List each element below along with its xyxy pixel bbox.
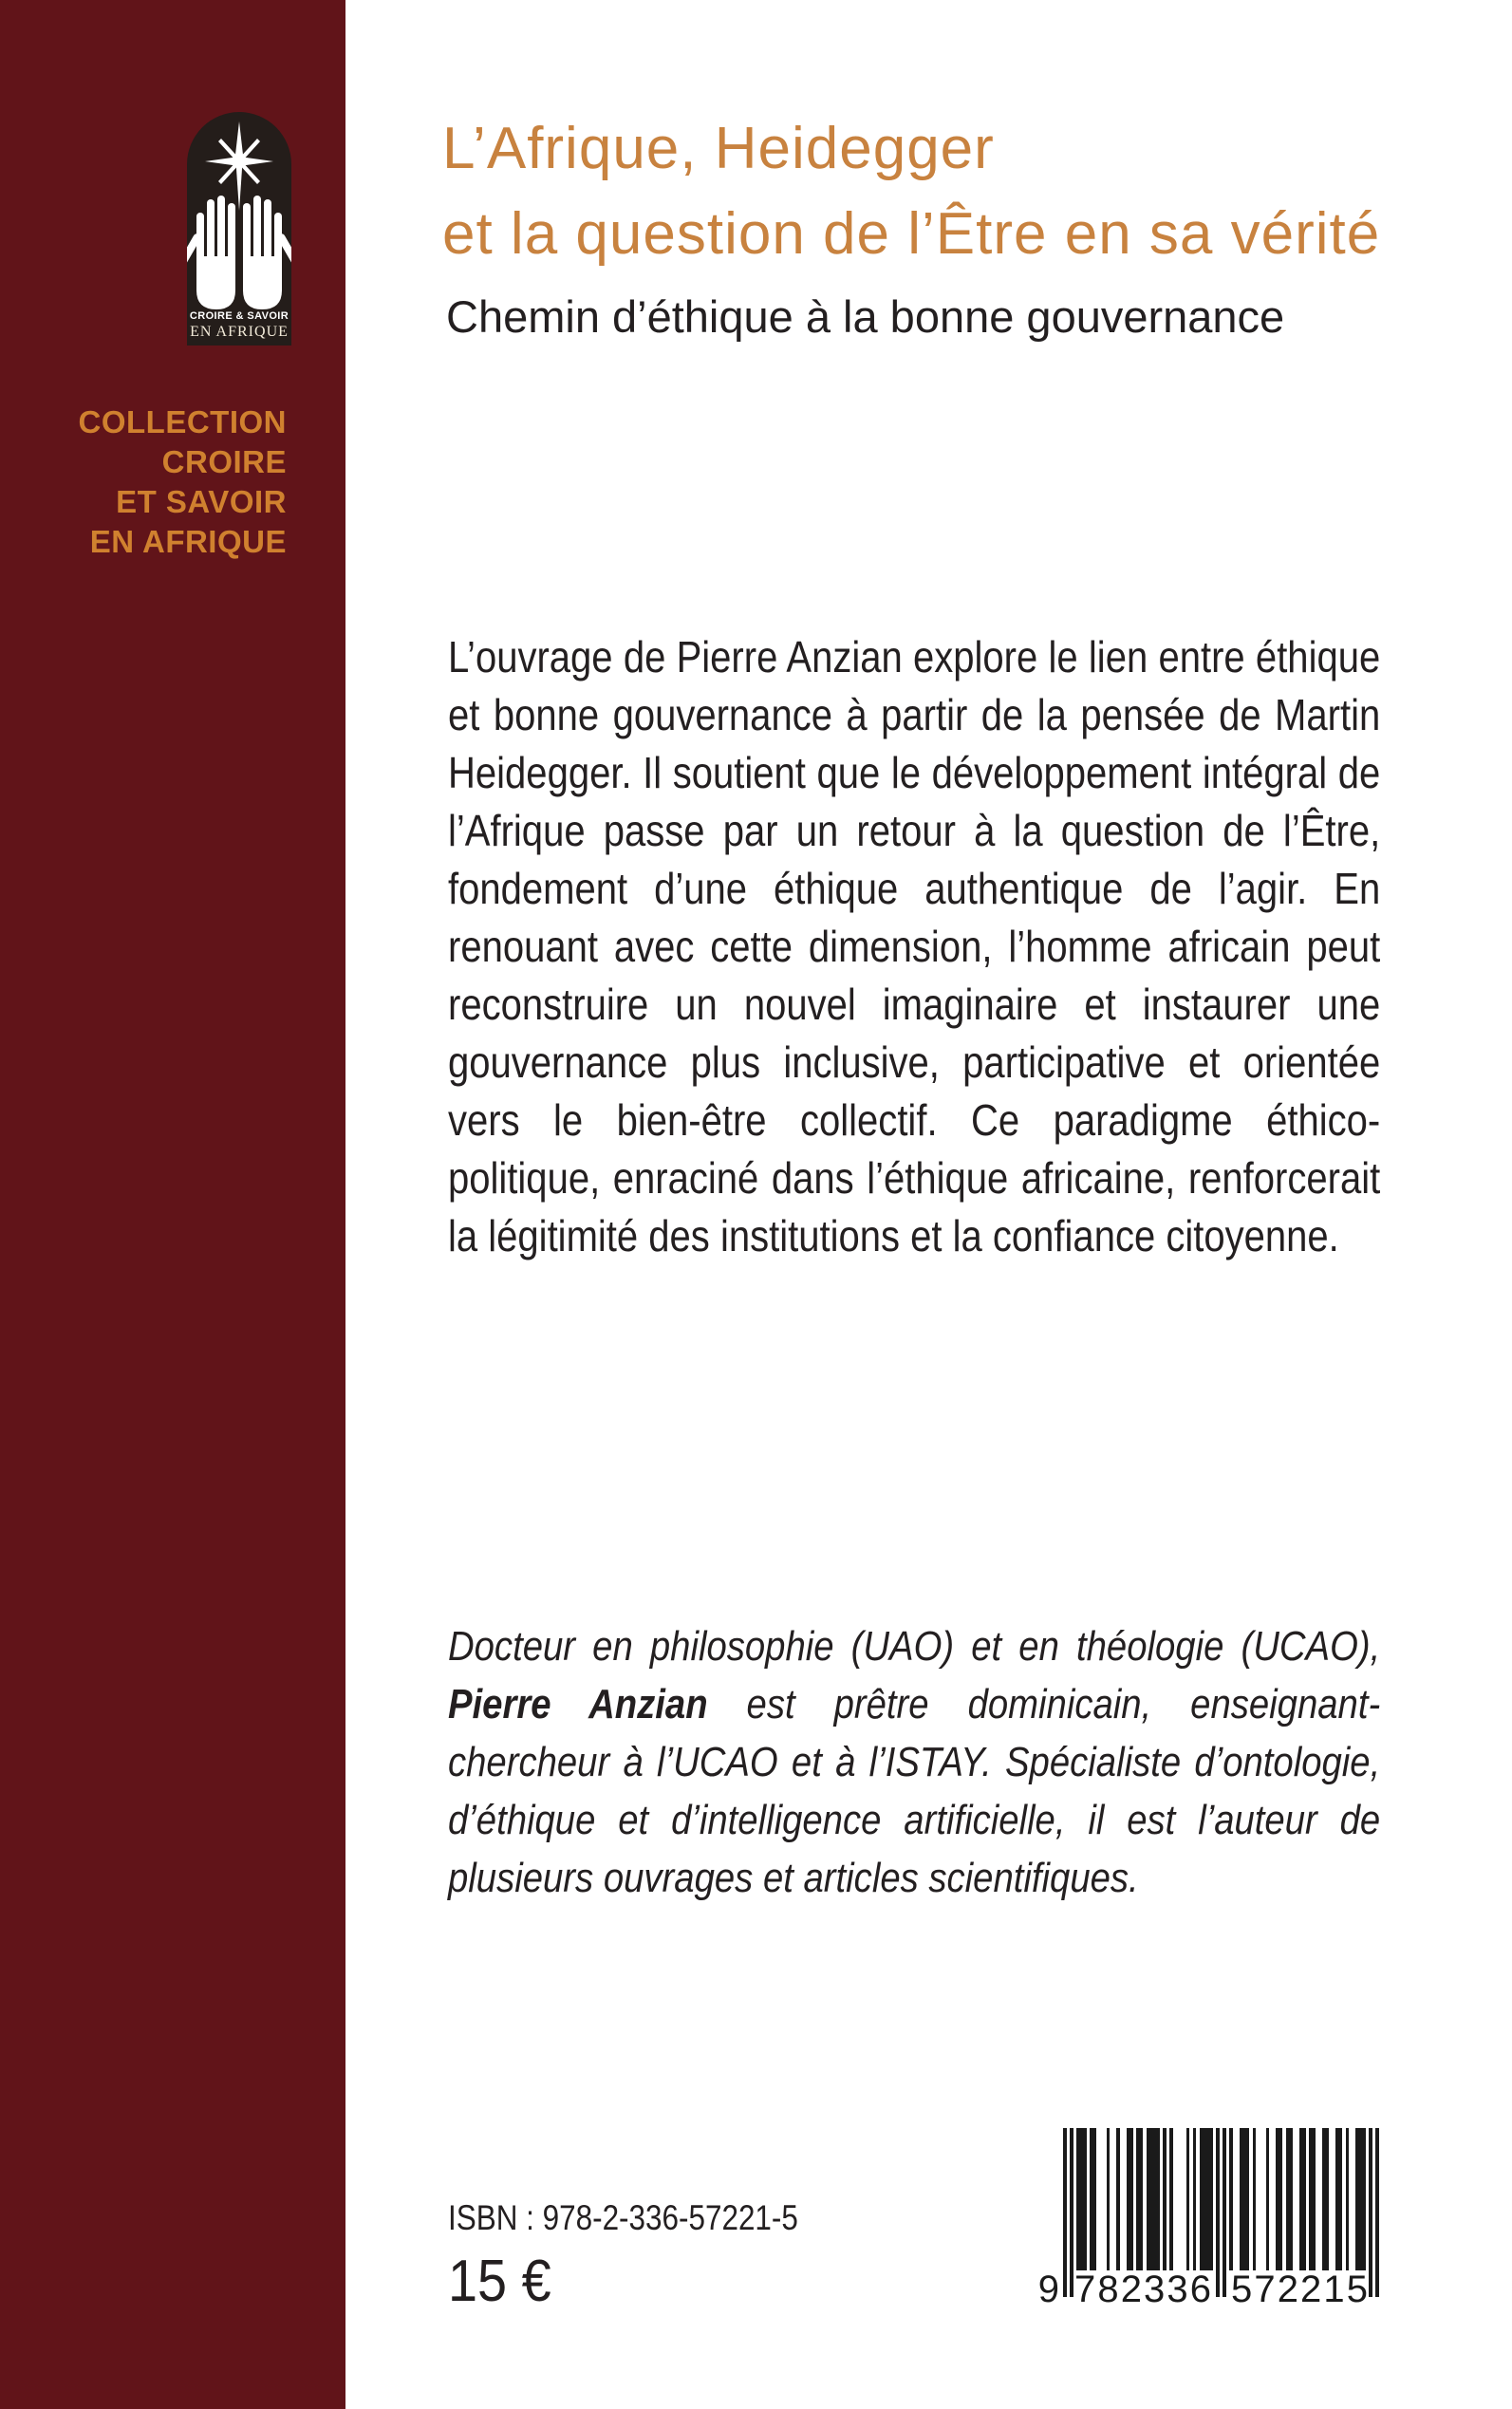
author-bio-paragraph	[448, 1617, 1380, 1907]
book-title-line2: et la question de l’Être en sa vérité	[442, 201, 1381, 267]
ean13-barcode	[1037, 2128, 1379, 2318]
barcode-digits-left: 7 8 2 3 3 6	[1074, 2269, 1211, 2310]
price-text: 15 €	[448, 2249, 551, 2314]
book-title-line1: L’Afrique, Heidegger	[442, 116, 995, 181]
barcode-digits-right: 5 7 2 2 1 5	[1231, 2269, 1368, 2310]
book-subtitle: Chemin d’éthique à la bonne gouvernance	[446, 291, 1285, 342]
collection-name	[0, 402, 287, 562]
logo-caption-line2: EN AFRIQUE	[190, 324, 289, 340]
logo-caption-line1: CROIRE & SAVOIR	[189, 310, 289, 322]
collection-line: COLLECTION	[78, 404, 287, 439]
isbn-text: ISBN : 978-2-336-57221-5	[448, 2198, 798, 2237]
bio-text-post: est prêtre dominicain, enseignant-chercheur à l’UCAO et à l’ISTAY. Spécialiste d’ontologie, d’éthique et d’intelligence artificielle, il est l’auteur de plusieurs ouvrages et articles scientifiques.	[448, 1681, 1381, 1901]
sidebar-band	[0, 0, 345, 2409]
bio-text-pre: Docteur en philosophie (UAO) et en théologie (UCAO),	[448, 1623, 1381, 1670]
barcode-digit-first: 9	[1037, 2269, 1059, 2310]
collection-line: CROIRE	[161, 444, 287, 479]
collection-line: EN AFRIQUE	[89, 524, 287, 559]
collection-line: ET SAVOIR	[116, 484, 287, 519]
book-title	[442, 106, 1391, 277]
synopsis-paragraph: L’ouvrage de Pierre Anzian explore le lien entre éthique et bonne gouvernance à partir de la pensée de Martin Heidegger. Il soutient que le développement intégral de l’Afrique passe par un retour à la question de l’Être, fondement d’une éthique authentique de l’agir. En renouant avec cette dimension, l’homme africain peut reconstruire un nouvel imaginaire et instaurer une gouvernance plus inclusive, participative et orientée vers le bien-être collectif. Ce paradigme éthico-politique, enraciné dans l’éthique africaine, renforcerait la légitimité des institutions et la confiance citoyenne.	[448, 632, 1381, 1261]
collection-logo	[187, 112, 291, 345]
author-name: Pierre Anzian	[448, 1681, 708, 1727]
